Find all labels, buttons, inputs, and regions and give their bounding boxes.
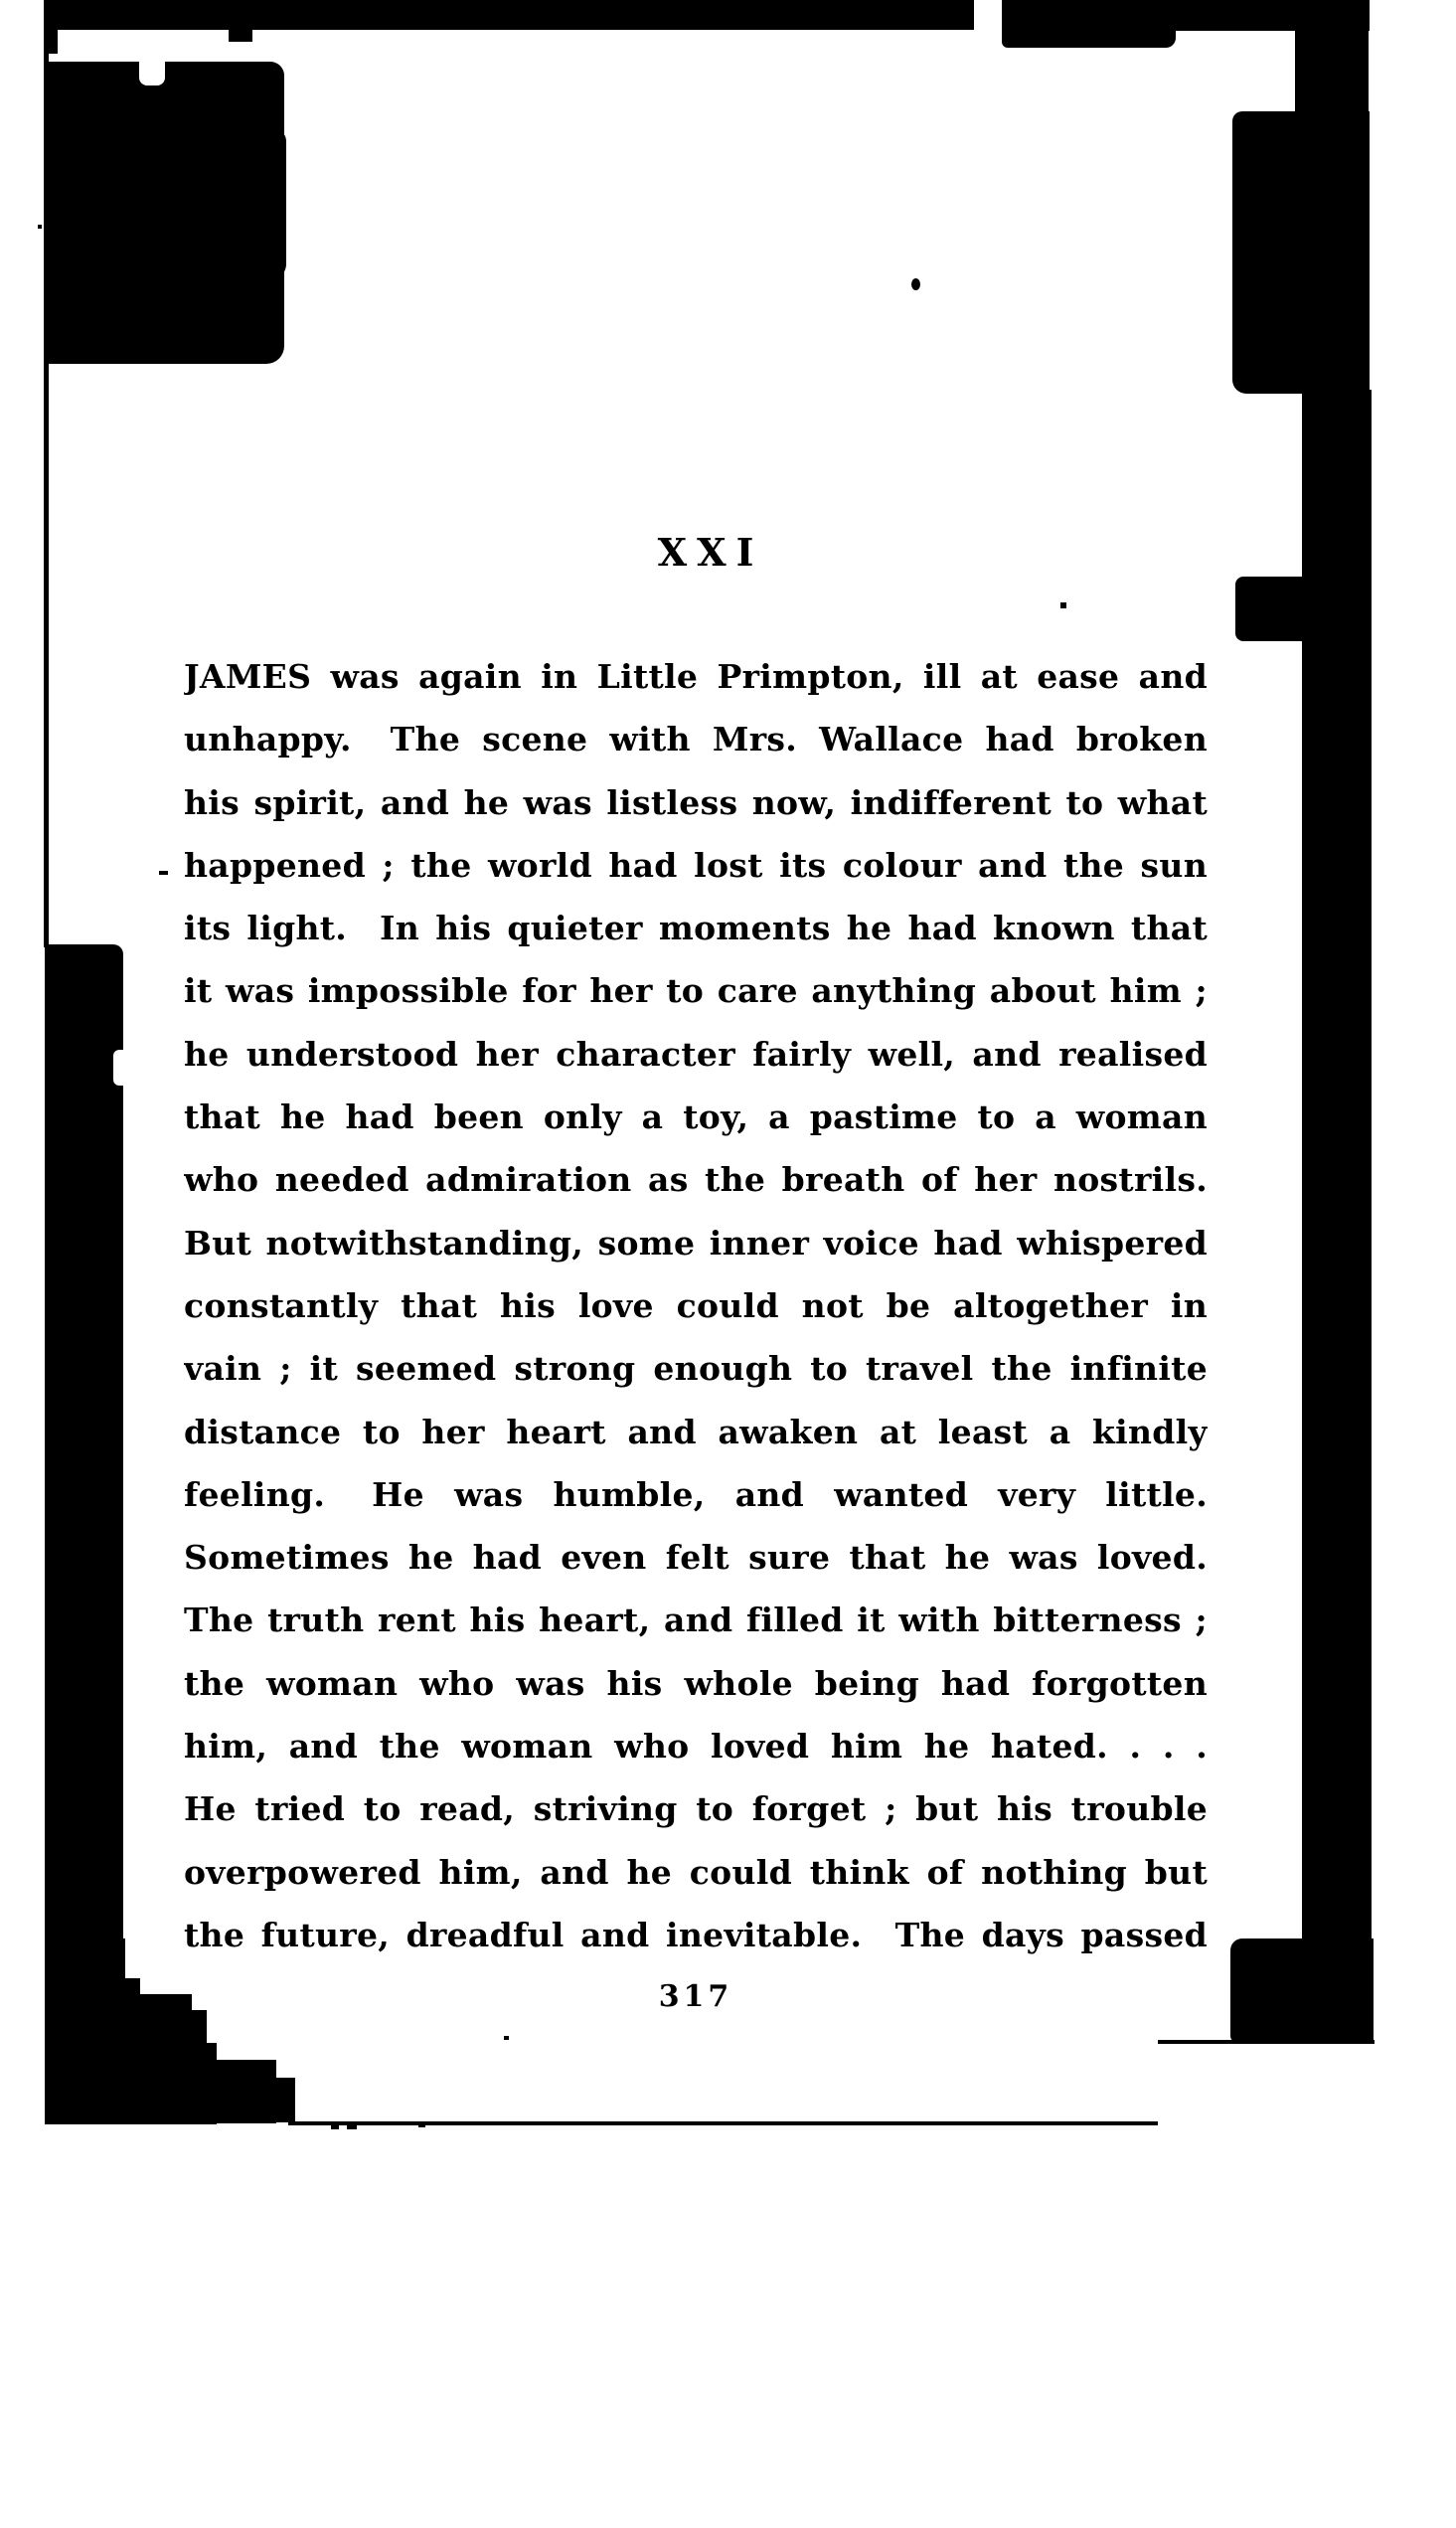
- scan-border-right-wide: [1232, 111, 1370, 394]
- scan-speck: [911, 278, 920, 290]
- body-text-line: his spirit, and he was listless now, indifferent to what: [184, 782, 1208, 822]
- body-text-line: constantly that his love could not be altogether in: [184, 1285, 1208, 1325]
- scan-speck: [504, 2036, 509, 2040]
- page-body: [184, 645, 1208, 1966]
- chapter-heading: XXI: [657, 530, 764, 575]
- body-text-line: Sometimes he had even felt sure that he was loved.: [184, 1538, 1208, 1578]
- scan-speck: [331, 2124, 339, 2129]
- scan-speck: [38, 225, 42, 229]
- scan-border-top-bar-right-deep: [1002, 0, 1176, 48]
- body-text-line: its light. In his quieter moments he had known that: [184, 909, 1208, 948]
- scan-border-left-hairline: [44, 28, 49, 947]
- scan-border-top-bar-left: [44, 0, 974, 30]
- scan-left-column-notch: [113, 1050, 124, 1086]
- scan-border-right-protrusion: [1235, 577, 1305, 641]
- body-text-line: unhappy. The scene with Mrs. Wallace had broken: [184, 720, 1208, 759]
- body-text-line: The truth rent his heart, and filled it with bitterness ;: [184, 1601, 1208, 1640]
- body-text-line: distance to her heart and awaken at least a kindly: [184, 1412, 1208, 1451]
- body-text-line: overpowered him, and he could think of nothing but: [184, 1852, 1208, 1892]
- body-text-line: But notwithstanding, some inner voice had whispered: [184, 1223, 1208, 1263]
- scan-border-bottom-left-step: [45, 2078, 295, 2122]
- scan-border-right-bottom-bump: [1230, 1938, 1374, 2042]
- body-text-line: the future, dreadful and inevitable. The days passed: [184, 1915, 1208, 1954]
- scan-blob-top-left: [46, 62, 284, 364]
- scan-speck: [1060, 602, 1066, 608]
- body-text-line: who needed admiration as the breath of her nostrils.: [184, 1160, 1208, 1200]
- page-number: 317: [658, 1979, 733, 2014]
- body-text-line: the woman who was his whole being had forgotten: [184, 1663, 1208, 1703]
- scan-speck: [347, 2124, 357, 2129]
- scan-noise-nub: [229, 28, 252, 42]
- scan-blob-top-left-bump: [260, 129, 286, 278]
- scan-border-right-column: [1302, 390, 1372, 1943]
- body-text-line: He tried to read, striving to forget ; but his trouble: [184, 1789, 1208, 1829]
- body-text-line: he understood her character fairly well, and realised: [184, 1034, 1208, 1074]
- body-text-line: him, and the woman who loved him he hated. . . .: [184, 1727, 1208, 1767]
- body-text-line: feeling. He was humble, and wanted very little.: [184, 1474, 1208, 1514]
- scan-blob-white-notch: [139, 62, 165, 85]
- body-text-line: that he had been only a toy, a pastime to a woman: [184, 1097, 1208, 1137]
- body-text-line: happened ; the world had lost its colour and the sun: [184, 845, 1208, 885]
- body-text-line: it was impossible for her to care anything about him ;: [184, 971, 1208, 1011]
- scan-speck: [418, 2123, 425, 2127]
- body-text-line: vain ; it seemed strong enough to travel the infinite: [184, 1349, 1208, 1389]
- scan-border-left-column: [45, 944, 123, 1943]
- scan-speck: [159, 871, 168, 875]
- scan-border-right-top: [1295, 28, 1369, 115]
- body-text-line: JAMES was again in Little Primpton, ill at ease and: [184, 657, 1208, 696]
